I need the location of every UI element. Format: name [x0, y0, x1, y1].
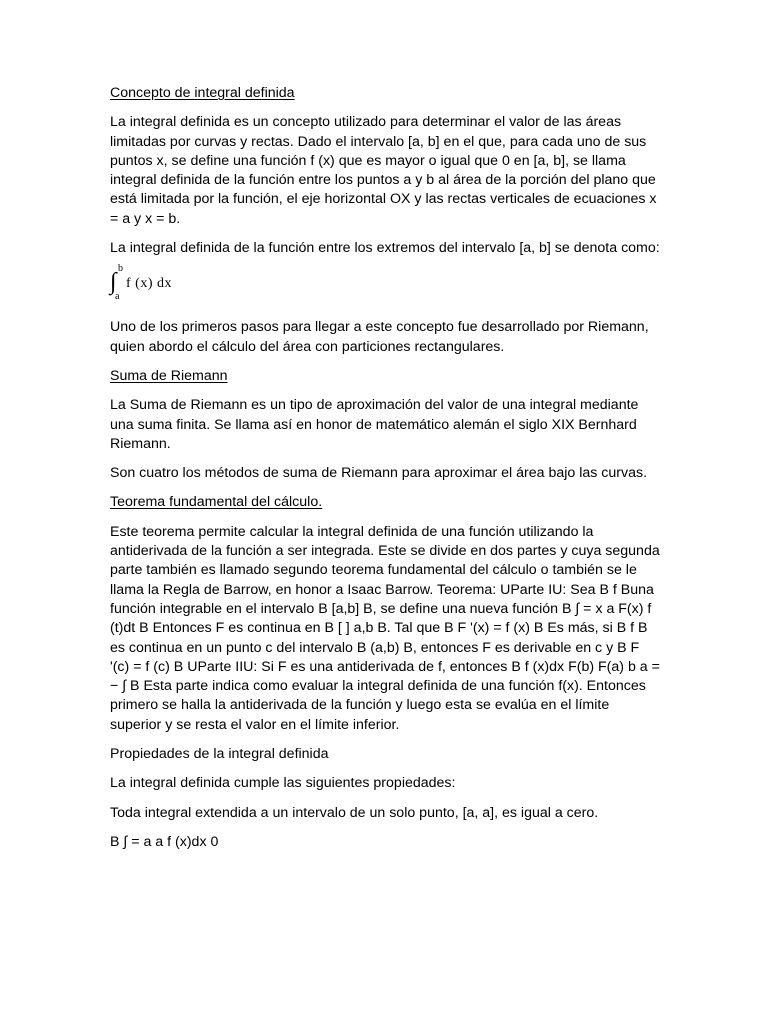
- paragraph-suma-riemann: La Suma de Riemann es un tipo de aproximación del valor de una integral mediante una suma finita. Se llama así en honor de matemático alemán el siglo XIX Bernhard Riemann.: [110, 397, 639, 452]
- upper-limit: b: [118, 263, 123, 275]
- paragraph-propiedades-intro: La integral definida cumple las siguientes propiedades:: [110, 775, 456, 792]
- paragraph-propiedad-cero: Toda integral extendida a un intervalo de un solo punto, [a, a], es igual a cero.: [110, 804, 599, 821]
- paragraph-riemann-intro: Uno de los primeros pasos para llegar a este concepto fue desarrollado por Riemann, quien abordo el cálculo del área con particiones rectangulares.: [110, 319, 649, 355]
- heading-teorema-fundamental: Teorema fundamental del cálculo.: [110, 494, 323, 511]
- heading-propiedades: Propiedades de la integral definida: [110, 746, 329, 763]
- integral-sign-icon: ∫: [110, 269, 117, 296]
- heading-integral-definida: Concepto de integral definida: [110, 85, 295, 101]
- integral-formula: [110, 263, 662, 308]
- paragraph-notacion: La integral definida de la función entre los extremos del intervalo [a, b] se denota como:: [110, 240, 660, 257]
- paragraph-formula-cero: B ∫ = a a f (x)dx 0: [110, 833, 219, 850]
- integrand: f (x) dx: [126, 276, 172, 292]
- lower-limit: a: [115, 291, 120, 303]
- document-page: [110, 84, 662, 862]
- paragraph-definicion: La integral definida es un concepto utilizado para determinar el valor de las áreas limitadas por curvas y rectas. Dado el intervalo [a, b] en el que, para cada uno de sus puntos x, se define una función f (x) que es mayor o igual que 0 en [a, b], se llama integral definida de la función entre los puntos a y b al área de la porción del plano que está limitada por la función, el eje horizontal OX y las rectas verticales de ecuaciones x = a y x = b.: [110, 114, 657, 227]
- heading-suma-riemann: Suma de Riemann: [110, 367, 228, 384]
- paragraph-metodos: Son cuatro los métodos de suma de Riemann para aproximar el área bajo las curvas.: [110, 465, 648, 482]
- paragraph-teorema: Este teorema permite calcular la integral definida de una función utilizando la antiderivada de la función a ser integrada. Este se divide en dos partes y cuya segunda parte también es llamado segundo teorema fundamental del cálculo o también se le llama la Regla de Barrow, en honor a Isaac Barrow. Teorema: UParte IU: Sea B f Buna función integrable en el intervalo B [a,b] B, se define una nueva función B ∫ = x a F(x) f (t)dt B Entonces F es continua en B [ ] a,b B. Tal que B F '(x) = f (x) B Es más, si B f B es continua en un punto c del intervalo B (a,b) B, entonces F es derivable en c y B F '(c) = f (c) B UParte IIU: Si F es una antiderivada de f, entonces B f (x)dx F(b) F(a) b a = − ∫ B Esta parte indica como evaluar la integral definida de una función f(x). Entonces primero se halla la antiderivada de la función y luego esta se evalúa en el límite superior y se resta el valor en el límite inferior.: [110, 523, 660, 733]
